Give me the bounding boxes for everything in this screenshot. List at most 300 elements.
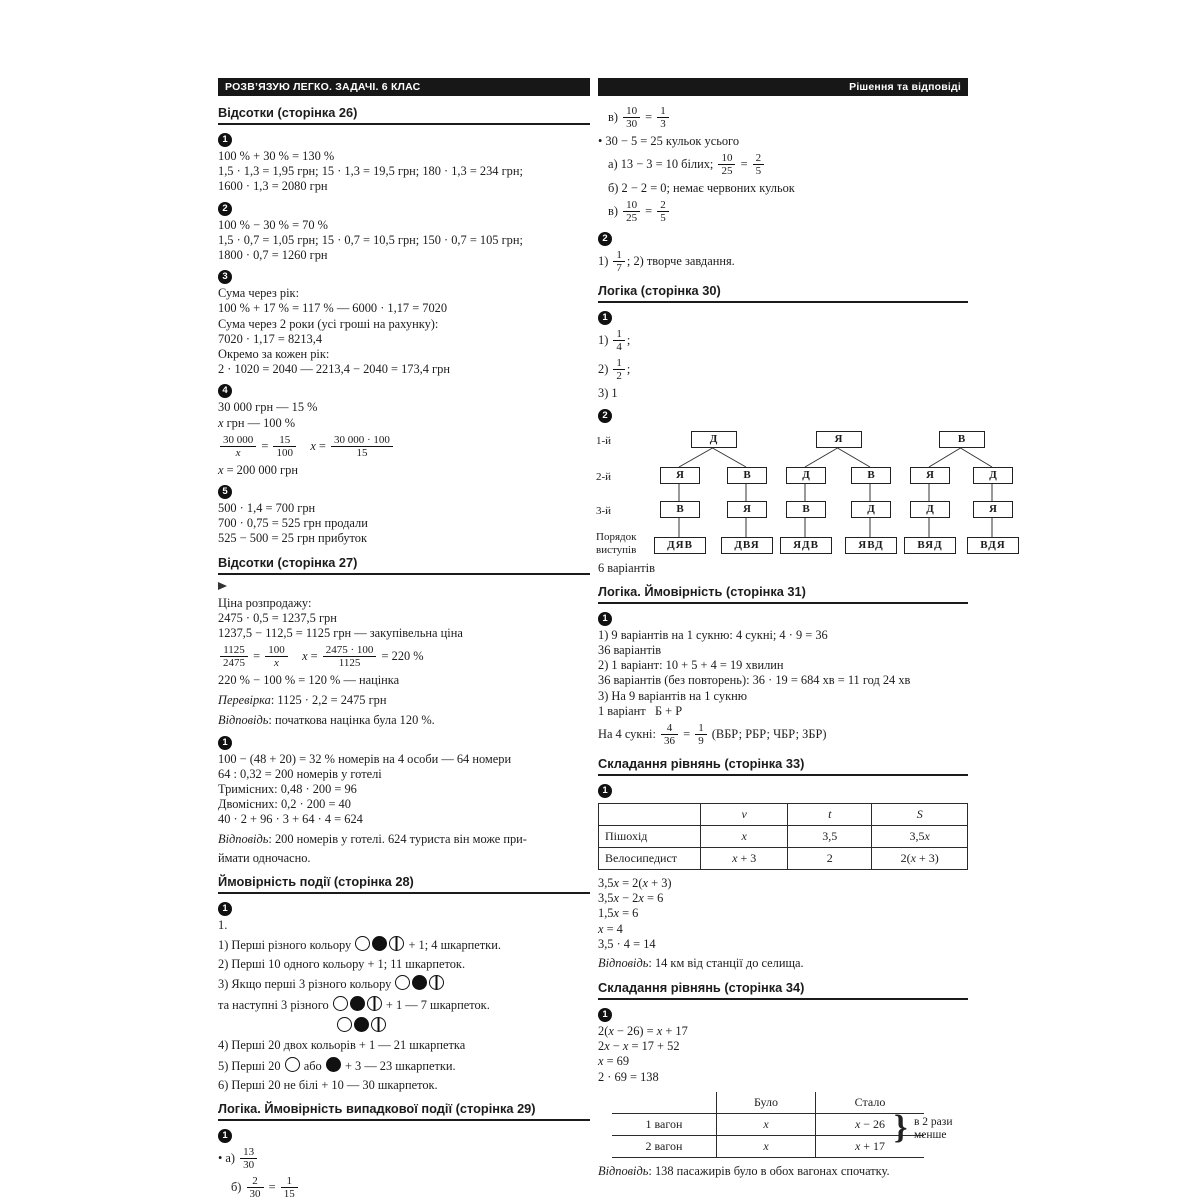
table-header-cell: Стало [816, 1092, 925, 1114]
table-cell: 2(x + 3) [872, 848, 968, 870]
text-line: 100 − (48 + 20) = 32 % номерів на 4 особи — 64 номери [218, 751, 512, 766]
tree-order-box: ВЯД [904, 537, 956, 554]
italic-label: Відповідь [598, 956, 649, 971]
math-variable-x: x [235, 446, 241, 459]
fraction-denominator [265, 656, 288, 670]
tree-order-box: ЯВД [845, 537, 897, 554]
table-cell [717, 1135, 816, 1157]
math-text: + 3 — 23 шкарпетки. [341, 1058, 456, 1073]
table-header-row [599, 804, 968, 826]
math-text: + 1; 4 шкарпетки. [405, 938, 501, 953]
fraction [657, 105, 669, 131]
italic-label: Відповідь [218, 831, 269, 846]
item-number-line [218, 199, 590, 216]
math-variable-x: x [273, 657, 279, 670]
fraction-denominator: 30 [247, 1187, 264, 1200]
text-line: 2) 1 варіант: 10 + 5 + 4 = 19 хвилин [598, 658, 784, 673]
tree-row-label: виступів [596, 543, 637, 556]
text-line: Окремо за кожен рік: [218, 347, 330, 362]
fraction [753, 152, 765, 178]
text-line: x = 4 [598, 921, 623, 936]
fraction-numerator: 1 [616, 357, 622, 370]
fraction [323, 644, 377, 670]
math-line [218, 692, 590, 709]
text-line: 1. [218, 917, 228, 932]
fraction-denominator: 7 [613, 261, 625, 275]
text-line: 100 % + 30 % = 130 % [218, 149, 335, 163]
tree-order-box: ДЯВ [654, 537, 706, 554]
fraction [623, 199, 640, 225]
math-variable-x: x [604, 1039, 610, 1054]
text-line: 2) Перші 10 одного кольору + 1; 11 шкарпеток. [218, 957, 466, 972]
math-line [218, 996, 590, 1014]
text-line: 6) Перші 20 не білі + 10 — 30 шкарпеток. [218, 1077, 438, 1092]
tree-connector-lines [596, 427, 1021, 559]
math-line [218, 1017, 590, 1035]
section-heading: Логіка. Ймовірність (сторінка 31) [598, 584, 968, 604]
text-line: 1,5x = 6 [598, 906, 639, 921]
italic-label: Перевірка [218, 692, 271, 707]
math-line [598, 105, 968, 131]
text-line: ймати одночасно. [218, 850, 311, 865]
math-text: На 4 сукні: [598, 726, 660, 741]
fraction-numerator: 2 [755, 152, 762, 165]
item-number-line [218, 381, 590, 398]
fraction-denominator: 4 [613, 340, 625, 354]
math-text: : 200 номерів у готелі. 624 туриста він може при- [268, 831, 527, 846]
text-line: 3,5 · 4 = 14 [598, 936, 656, 951]
text-line: 2 · 1020 = 2040 — 2213,4 − 2040 = 173,4 грн [218, 362, 450, 377]
wagon-table-wrap [612, 1092, 968, 1158]
text-line: 7020 · 1,17 = 8213,4 [218, 331, 323, 346]
text-line: 1600 · 1,3 = 2080 грн [218, 179, 328, 194]
math-variable-x: x [613, 876, 619, 891]
fraction [613, 328, 625, 354]
table-header-cell [612, 1092, 717, 1114]
math-variable-x: x [218, 462, 224, 477]
table-cell: 2 [788, 848, 872, 870]
left-content [218, 105, 590, 1200]
math-line [218, 644, 590, 670]
text-line: Ціна розпродажу: [218, 595, 312, 610]
fraction-numerator: 10 [626, 199, 638, 212]
fraction-denominator: 30 [623, 117, 640, 131]
text-line: б) 2 − 2 = 0; немає червоних кульок [608, 181, 795, 196]
table-cell: Пішохід [599, 826, 701, 848]
circled-number: 2 [218, 202, 232, 216]
circled-number: 2 [598, 409, 612, 423]
sock-black-icon [372, 936, 387, 951]
math-text: (ВБР; РБР; ЧБР; ЗБР) [708, 726, 827, 741]
sock-striped-icon [429, 975, 444, 990]
table-cell: 2 вагон [612, 1135, 717, 1157]
sock-striped-icon [389, 936, 404, 951]
text-line: 30 000 грн — 15 % [218, 400, 318, 415]
text-line: 2(x − 26) = x + 17 [598, 1024, 688, 1039]
tree-root-box: В [939, 431, 985, 448]
tree-grandchild-box: В [660, 501, 700, 518]
item-number-line [218, 899, 590, 916]
fraction [695, 722, 707, 748]
circled-number: 1 [598, 1008, 612, 1022]
section-heading: Складання рівнянь (сторінка 33) [598, 756, 968, 776]
fraction-denominator: 5 [753, 164, 765, 178]
item-number-line [598, 609, 968, 626]
fraction [281, 1175, 298, 1200]
arrow-bullet-icon [218, 582, 227, 590]
table-cell [701, 826, 788, 848]
math-line [218, 712, 590, 729]
text-line: 700 · 0,75 = 525 грн продали [218, 516, 368, 531]
text-line: 1237,5 − 112,5 = 1125 грн — закупівельна ціна [218, 626, 463, 641]
math-variable-x: x [741, 829, 747, 844]
sock-striped-icon [367, 996, 382, 1011]
fraction-numerator: 15 [279, 433, 291, 446]
decision-tree [596, 427, 1006, 559]
text-line: 3) На 9 варіантів на 1 сукню [598, 688, 747, 703]
math-variable-x: x [732, 851, 738, 866]
item-number-line [598, 308, 968, 325]
tree-grandchild-box: В [786, 501, 826, 518]
math-text: а) 13 − 3 = 10 білих; [608, 157, 717, 172]
fraction-numerator: 10 [626, 105, 638, 117]
table-cell: x + 17 [816, 1135, 925, 1157]
text-line: x = 69 [598, 1054, 630, 1069]
fraction [220, 644, 248, 670]
text-line [218, 580, 590, 596]
fraction [613, 249, 625, 275]
fraction-numerator: 10 [721, 152, 733, 165]
math-line [598, 955, 968, 972]
text-line: 1,5 · 1,3 = 1,95 грн; 15 · 1,3 = 19,5 грн; 180 · 1,3 = 234 грн; [218, 164, 523, 179]
table-row [599, 848, 968, 870]
fraction-denominator: 15 [281, 1187, 298, 1200]
text-line: Сума через рік: [218, 286, 300, 301]
math-variable-x: x [613, 906, 619, 921]
math-line [218, 1057, 590, 1075]
text-line: 220 % − 100 % = 120 % — націнка [218, 673, 400, 688]
fraction-numerator: 1 [616, 328, 622, 341]
math-text: 1) [598, 333, 612, 348]
math-variable-x: x [622, 1039, 629, 1054]
circled-number: 1 [218, 902, 232, 916]
table-header-cell: Було [717, 1092, 816, 1114]
item-number-line [218, 733, 590, 750]
text-line: 36 варіантів [598, 643, 662, 658]
fraction-numerator: 100 [268, 644, 285, 657]
table-row [612, 1113, 924, 1135]
text-line: 100 % − 30 % = 70 % [218, 217, 328, 232]
tree-grandchild-box: Я [727, 501, 767, 518]
math-text: в) [608, 204, 622, 219]
circled-number: 1 [218, 133, 232, 147]
circled-number: 1 [598, 612, 612, 626]
fraction [661, 722, 678, 748]
math-line [218, 975, 590, 993]
tree-child-box: Д [786, 467, 826, 484]
motion-table [598, 803, 968, 870]
sock-black-icon [354, 1017, 369, 1032]
right-content [596, 105, 1006, 1180]
fraction-numerator: 1 [616, 249, 622, 262]
fraction-numerator: 4 [666, 722, 673, 735]
fraction-denominator: 36 [661, 734, 678, 748]
fraction [623, 105, 640, 131]
math-text: = [737, 157, 751, 172]
right-column [596, 78, 1006, 1183]
text-line: 2 · 69 = 138 [598, 1069, 659, 1084]
table-header-cell: S [872, 804, 968, 826]
math-text: або [300, 1058, 325, 1073]
table-header-cell: v [701, 804, 788, 826]
tree-child-box: Д [973, 467, 1013, 484]
math-text: 3) Якщо перші 3 різного кольору [218, 977, 395, 992]
tree-root-box: Д [691, 431, 737, 448]
circled-number: 1 [598, 311, 612, 325]
table-cell [717, 1113, 816, 1135]
sock-black-icon [350, 996, 365, 1011]
sock-white-icon [395, 975, 410, 990]
fraction [657, 199, 669, 225]
math-text: 5) Перші 20 [218, 1058, 284, 1073]
wagon-table [612, 1092, 924, 1158]
fraction-numerator: 2475 · 100 [325, 644, 374, 657]
item-number-line [218, 482, 590, 499]
text-line: 500 · 1,4 = 700 грн [218, 501, 316, 516]
text-line: 1,5 · 0,7 = 1,05 грн; 15 · 0,7 = 10,5 грн; 150 · 0,7 = 105 грн; [218, 232, 523, 247]
tree-child-box: Я [660, 467, 700, 484]
tree-root-box: Я [816, 431, 862, 448]
math-text: : початкова націнка була 120 %. [268, 712, 435, 727]
fraction-denominator: 100 [273, 446, 296, 460]
fraction-denominator: 30 [240, 1158, 257, 1172]
math-variable-x: x [302, 649, 308, 664]
math-line [598, 249, 968, 275]
table-header-row [612, 1092, 924, 1114]
left-header-bar: РОЗВ’ЯЗУЮ ЛЕГКО. ЗАДАЧІ. 6 КЛАС [218, 78, 590, 96]
text-line: 36 варіантів (без повторень): 36 · 19 = 684 хв = 11 год 24 хв [598, 673, 911, 688]
math-text: : 14 км від станції до селища. [648, 956, 804, 971]
math-variable-x: x [642, 876, 649, 891]
fraction [220, 434, 256, 460]
math-line [598, 199, 968, 225]
math-variable-x: x [854, 1116, 861, 1131]
circled-number: 2 [598, 232, 612, 246]
section-heading: Ймовірність події (сторінка 28) [218, 874, 590, 894]
math-text: = [642, 204, 656, 219]
fraction-numerator: 1 [286, 1174, 292, 1187]
section-heading: Відсотки (сторінка 27) [218, 555, 590, 575]
fraction-numerator: 13 [243, 1145, 255, 1158]
sock-white-icon [285, 1057, 300, 1072]
brace-annotation-line: менше [914, 1129, 947, 1142]
fraction-denominator: 1125 [323, 656, 377, 670]
math-line [598, 1163, 968, 1180]
section-heading: Складання рівнянь (сторінка 34) [598, 980, 968, 1000]
sock-black-icon [326, 1057, 341, 1072]
circled-number: 1 [218, 736, 232, 750]
math-text: ; [626, 362, 631, 377]
table-cell: Велосипедист [599, 848, 701, 870]
right-header-bar: Рішення та відповіді [598, 78, 968, 96]
math-line [598, 152, 968, 178]
circled-number: 3 [218, 270, 232, 284]
fraction [718, 152, 735, 178]
math-text: = [680, 726, 694, 741]
math-variable-x: x [613, 891, 619, 906]
table-row [612, 1135, 924, 1157]
math-variable-x: x [910, 851, 916, 866]
table-cell: 3,5 [788, 826, 872, 848]
fraction [331, 434, 393, 460]
section-heading: Логіка (сторінка 30) [598, 283, 968, 303]
fraction-numerator: 1 [660, 105, 666, 117]
fraction-denominator: 25 [718, 164, 735, 178]
item-number-line [218, 1126, 590, 1143]
text-line: 6 варіантів [598, 560, 655, 575]
sock-white-icon [337, 1017, 352, 1032]
text-line: Двомісних: 0,2 · 200 = 40 [218, 797, 351, 812]
text-line: Тримісних: 0,48 · 200 = 96 [218, 782, 357, 797]
math-variable-x: x [763, 1138, 769, 1153]
math-variable-x: x [310, 438, 316, 453]
item-number-line [598, 229, 968, 246]
math-variable-x: x [598, 1054, 604, 1069]
tree-grandchild-box: Я [973, 501, 1013, 518]
sock-striped-icon [371, 1017, 386, 1032]
fraction [265, 644, 288, 670]
tree-order-box: ДВЯ [721, 537, 773, 554]
tree-row-label: 2-й [596, 470, 612, 483]
math-line [218, 936, 590, 954]
fraction-numerator: 2 [660, 199, 666, 212]
math-text: : 1125 · 2,2 = 2475 грн [270, 692, 387, 707]
math-text: 2) [598, 362, 612, 377]
math-line [218, 434, 590, 460]
math-text: ; 2) творче завдання. [626, 254, 735, 269]
text-line: x = 200 000 грн [218, 462, 298, 477]
tree-order-box: ВДЯ [967, 537, 1019, 554]
sock-white-icon [333, 996, 348, 1011]
math-variable-x: x [608, 1024, 614, 1039]
math-text: б) [231, 1179, 245, 1194]
fraction-denominator: 15 [331, 446, 393, 460]
text-line: 4) Перші 20 двох кольорів + 1 — 21 шкарпетка [218, 1038, 466, 1053]
math-text: ; [626, 333, 631, 348]
math-line [598, 357, 968, 383]
math-variable-x: x [598, 921, 604, 936]
fraction-numerator: 2 [252, 1174, 258, 1187]
math-text: + 1 — 7 шкарпеток. [382, 998, 490, 1013]
left-column [218, 78, 590, 1200]
math-text: x = [302, 649, 321, 664]
fraction-numerator: 1125 [223, 644, 245, 657]
math-line [598, 722, 968, 748]
item-number-line [218, 130, 590, 147]
math-variable-x: x [656, 1024, 663, 1039]
math-text: в) [608, 109, 622, 124]
tree-child-box: Я [910, 467, 950, 484]
text-line: 1) 9 варіантів на 1 сукню: 4 сукні; 4 · 9 = 36 [598, 627, 828, 642]
text-line: 64 : 0,32 = 200 номерів у готелі [218, 766, 382, 781]
circled-number: 4 [218, 384, 232, 398]
table-cell: x + 3 [701, 848, 788, 870]
math-variable-x: x [854, 1138, 861, 1153]
section-heading: Відсотки (сторінка 26) [218, 105, 590, 125]
math-variable-x: x [763, 1116, 769, 1131]
table-header-cell [599, 804, 701, 826]
item-number-line [598, 781, 968, 798]
tree-row-label: 3-й [596, 504, 612, 517]
circled-number: 1 [598, 784, 612, 798]
text-line: 2475 · 0,5 = 1237,5 грн [218, 611, 337, 626]
table-row [599, 826, 968, 848]
fraction-denominator [220, 446, 256, 460]
italic-label: Відповідь [218, 712, 269, 727]
fraction [273, 434, 296, 460]
fraction [240, 1146, 257, 1172]
text-line: 525 − 500 = 25 грн прибуток [218, 531, 367, 546]
text-line: 1 варіант Б + Р [598, 703, 683, 718]
fraction-denominator: 5 [657, 211, 669, 225]
math-text: x = [310, 438, 330, 453]
item-number-line [598, 1005, 968, 1022]
text-line: 1800 · 0,7 = 1260 грн [218, 248, 328, 263]
sock-black-icon [412, 975, 427, 990]
text-line: 3,5x = 2(x + 3) [598, 876, 672, 891]
tree-order-box: ЯДВ [780, 537, 832, 554]
text-line: 3) 1 [598, 386, 618, 401]
table-cell: 3,5x [872, 826, 968, 848]
item-number-line [218, 267, 590, 284]
sock-white-icon [355, 936, 370, 951]
fraction-numerator: 1 [698, 722, 704, 735]
tree-grandchild-box: Д [910, 501, 950, 518]
math-line [218, 831, 590, 848]
math-text: = [250, 649, 264, 664]
text-line: 3,5x − 2x = 6 [598, 891, 664, 906]
math-text: 1) Перші різного кольору [218, 938, 355, 953]
brace-icon: } [894, 1108, 908, 1146]
math-line [218, 1146, 590, 1172]
circled-number: 5 [218, 485, 232, 499]
math-line [598, 328, 968, 354]
fraction-denominator: 9 [695, 734, 707, 748]
math-line [218, 1175, 590, 1200]
text-line: 2x − x = 17 + 52 [598, 1039, 680, 1054]
section-heading: Логіка. Ймовірність випадкової події (сторінка 29) [218, 1101, 590, 1121]
brace-annotation [914, 1116, 952, 1143]
fraction [247, 1175, 264, 1200]
tree-row-label: Порядок [596, 530, 637, 543]
tree-grandchild-box: Д [851, 501, 891, 518]
italic-label: Відповідь [598, 1163, 649, 1178]
fraction-denominator: 3 [657, 117, 669, 131]
math-text: = [258, 438, 272, 453]
item-number-line [598, 406, 968, 423]
circled-number: 1 [218, 1129, 232, 1143]
tree-child-box: В [851, 467, 891, 484]
tree-child-box: В [727, 467, 767, 484]
math-text: = 220 % [378, 649, 424, 664]
math-variable-x: x [218, 415, 224, 430]
fraction-denominator: 2 [613, 369, 625, 383]
table-header-cell: t [788, 804, 872, 826]
math-text: = [642, 109, 656, 124]
fraction-numerator: 30 000 [223, 433, 254, 446]
text-line: 100 % + 17 % = 117 % — 6000 · 1,17 = 7020 [218, 301, 448, 316]
fraction-numerator: 30 000 · 100 [334, 433, 390, 446]
